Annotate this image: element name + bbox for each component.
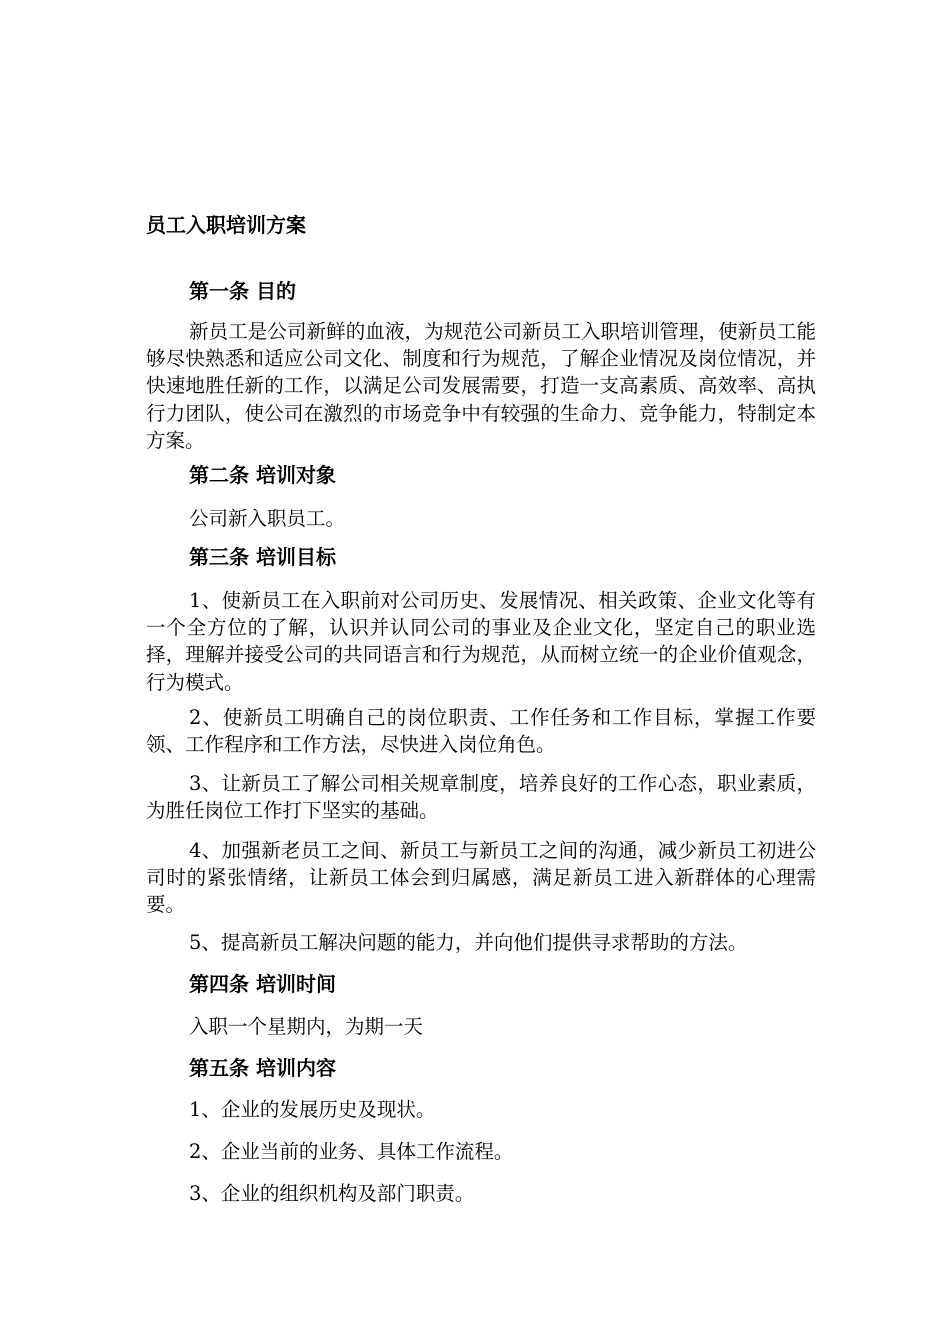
section-heading-training-time: 第四条 培训时间 bbox=[189, 972, 336, 996]
paragraph-target-group: 公司新入职员工。 bbox=[189, 507, 346, 530]
paragraph-content-1: 1、企业的发展历史及现状。 bbox=[189, 1098, 436, 1121]
paragraph-goal-2: 2、使新员工明确自己的岗位职责、工作任务和工作目标，掌握工作要领、工作程序和工作方法，尽快进入岗位角色。 bbox=[146, 706, 816, 757]
paragraph-goal-3: 3、让新员工了解公司相关规章制度，培养良好的工作心态，职业素质，为胜任岗位工作打下坚实的基础。 bbox=[146, 772, 816, 823]
paragraph-training-time: 入职一个星期内，为期一天 bbox=[189, 1015, 424, 1038]
section-heading-training-target-group: 第二条 培训对象 bbox=[189, 463, 336, 487]
section-heading-training-content: 第五条 培训内容 bbox=[189, 1056, 336, 1080]
paragraph-content-3: 3、企业的组织机构及部门职责。 bbox=[189, 1182, 475, 1205]
paragraph-content-2: 2、企业当前的业务、具体工作流程。 bbox=[189, 1140, 514, 1163]
section-heading-purpose: 第一条 目的 bbox=[189, 279, 296, 303]
paragraph-goal-1: 1、使新员工在入职前对公司历史、发展情况、相关政策、企业文化等有一个全方位的了解，认识并认同公司的事业及企业文化，坚定自己的职业选择，理解并接受公司的共同语言和行为规范，从而树立统一的企业价值观念，行为模式。 bbox=[146, 589, 816, 694]
paragraph-goal-5: 5、提高新员工解决问题的能力，并向他们提供寻求帮助的方法。 bbox=[189, 931, 748, 954]
paragraph-purpose: 新员工是公司新鲜的血液，为规范公司新员工入职培训管理，使新员工能够尽快熟悉和适应公司文化、制度和行为规范，了解企业情况及岗位情况，并快速地胜任新的工作，以满足公司发展需要，打造一支高素质、高效率、高执行力团队，使公司在激烈的市场竞争中有较强的生命力、竞争能力，特制定本方案。 bbox=[146, 320, 816, 452]
document-title: 员工入职培训方案 bbox=[146, 213, 306, 237]
paragraph-goal-4: 4、加强新老员工之间、新员工与新员工之间的沟通，减少新员工初进公司时的紧张情绪，让新员工体会到归属感，满足新员工进入新群体的心理需要。 bbox=[146, 839, 816, 917]
section-heading-training-goals: 第三条 培训目标 bbox=[189, 545, 336, 569]
